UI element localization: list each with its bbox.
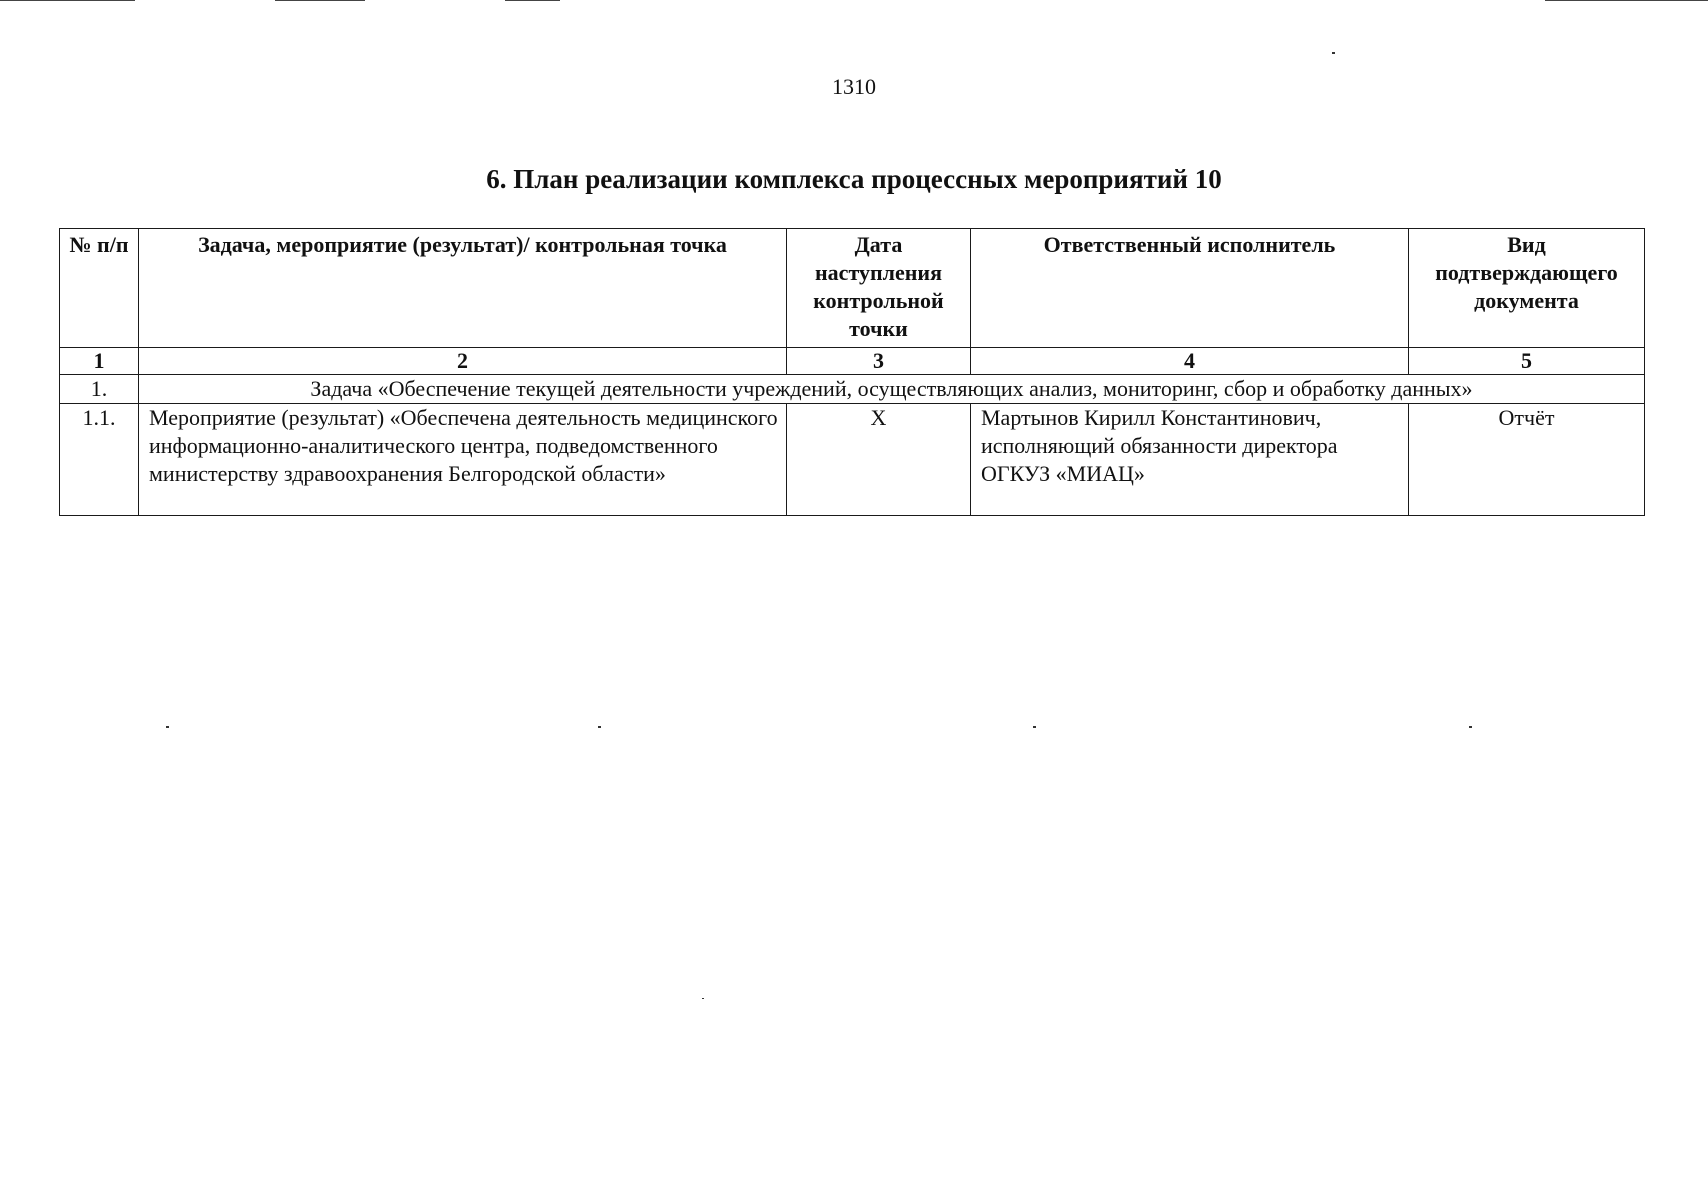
scan-speck (702, 998, 704, 999)
scan-speck (1033, 726, 1036, 728)
table-row-task (60, 375, 1645, 404)
scan-speck (1469, 726, 1472, 728)
column-number: 4 (971, 348, 1409, 375)
column-number: 2 (139, 348, 787, 375)
control-point-date: Х (787, 404, 971, 516)
document-title: 6. План реализации комплекса процессных мероприятий 10 (486, 164, 1222, 194)
scan-artifact-line (0, 0, 135, 1)
header-task: Задача, мероприятие (результат)/ контрольная точка (139, 229, 787, 348)
column-number-row (60, 348, 1645, 375)
header-responsible: Ответственный исполнитель (971, 229, 1409, 348)
column-number: 5 (1409, 348, 1645, 375)
column-number: 1 (60, 348, 139, 375)
task-title: Задача «Обеспечение текущей деятельности учреждений, осуществляющих анализ, мониторинг, сбор и обработку данных» (139, 375, 1645, 404)
header-num: № п/п (60, 229, 139, 348)
scan-artifact-line (275, 0, 365, 1)
scan-artifact-line (1545, 0, 1708, 1)
column-number: 3 (787, 348, 971, 375)
page-number: 1310 (832, 74, 876, 99)
scan-speck (1332, 52, 1335, 54)
confirming-document-type: Отчёт (1409, 404, 1645, 516)
plan-table (59, 228, 1645, 516)
scan-speck (166, 726, 169, 728)
table-row-activity (60, 404, 1645, 516)
header-date: Дата наступления контрольной точки (787, 229, 971, 348)
scan-artifact-line (505, 0, 560, 1)
header-doc-type: Вид подтверждающего документа (1409, 229, 1645, 348)
activity-description: Мероприятие (результат) «Обеспечена деятельность медицинского информационно-аналитического центра, подведомственного министерству здравоохранения Белгородской области» (139, 404, 787, 516)
row-number: 1. (60, 375, 139, 404)
scan-speck (598, 726, 601, 728)
responsible-executor: Мартынов Кирилл Константинович, исполняющий обязанности директора ОГКУЗ «МИАЦ» (971, 404, 1409, 516)
header-row (60, 229, 1645, 348)
row-number: 1.1. (60, 404, 139, 516)
